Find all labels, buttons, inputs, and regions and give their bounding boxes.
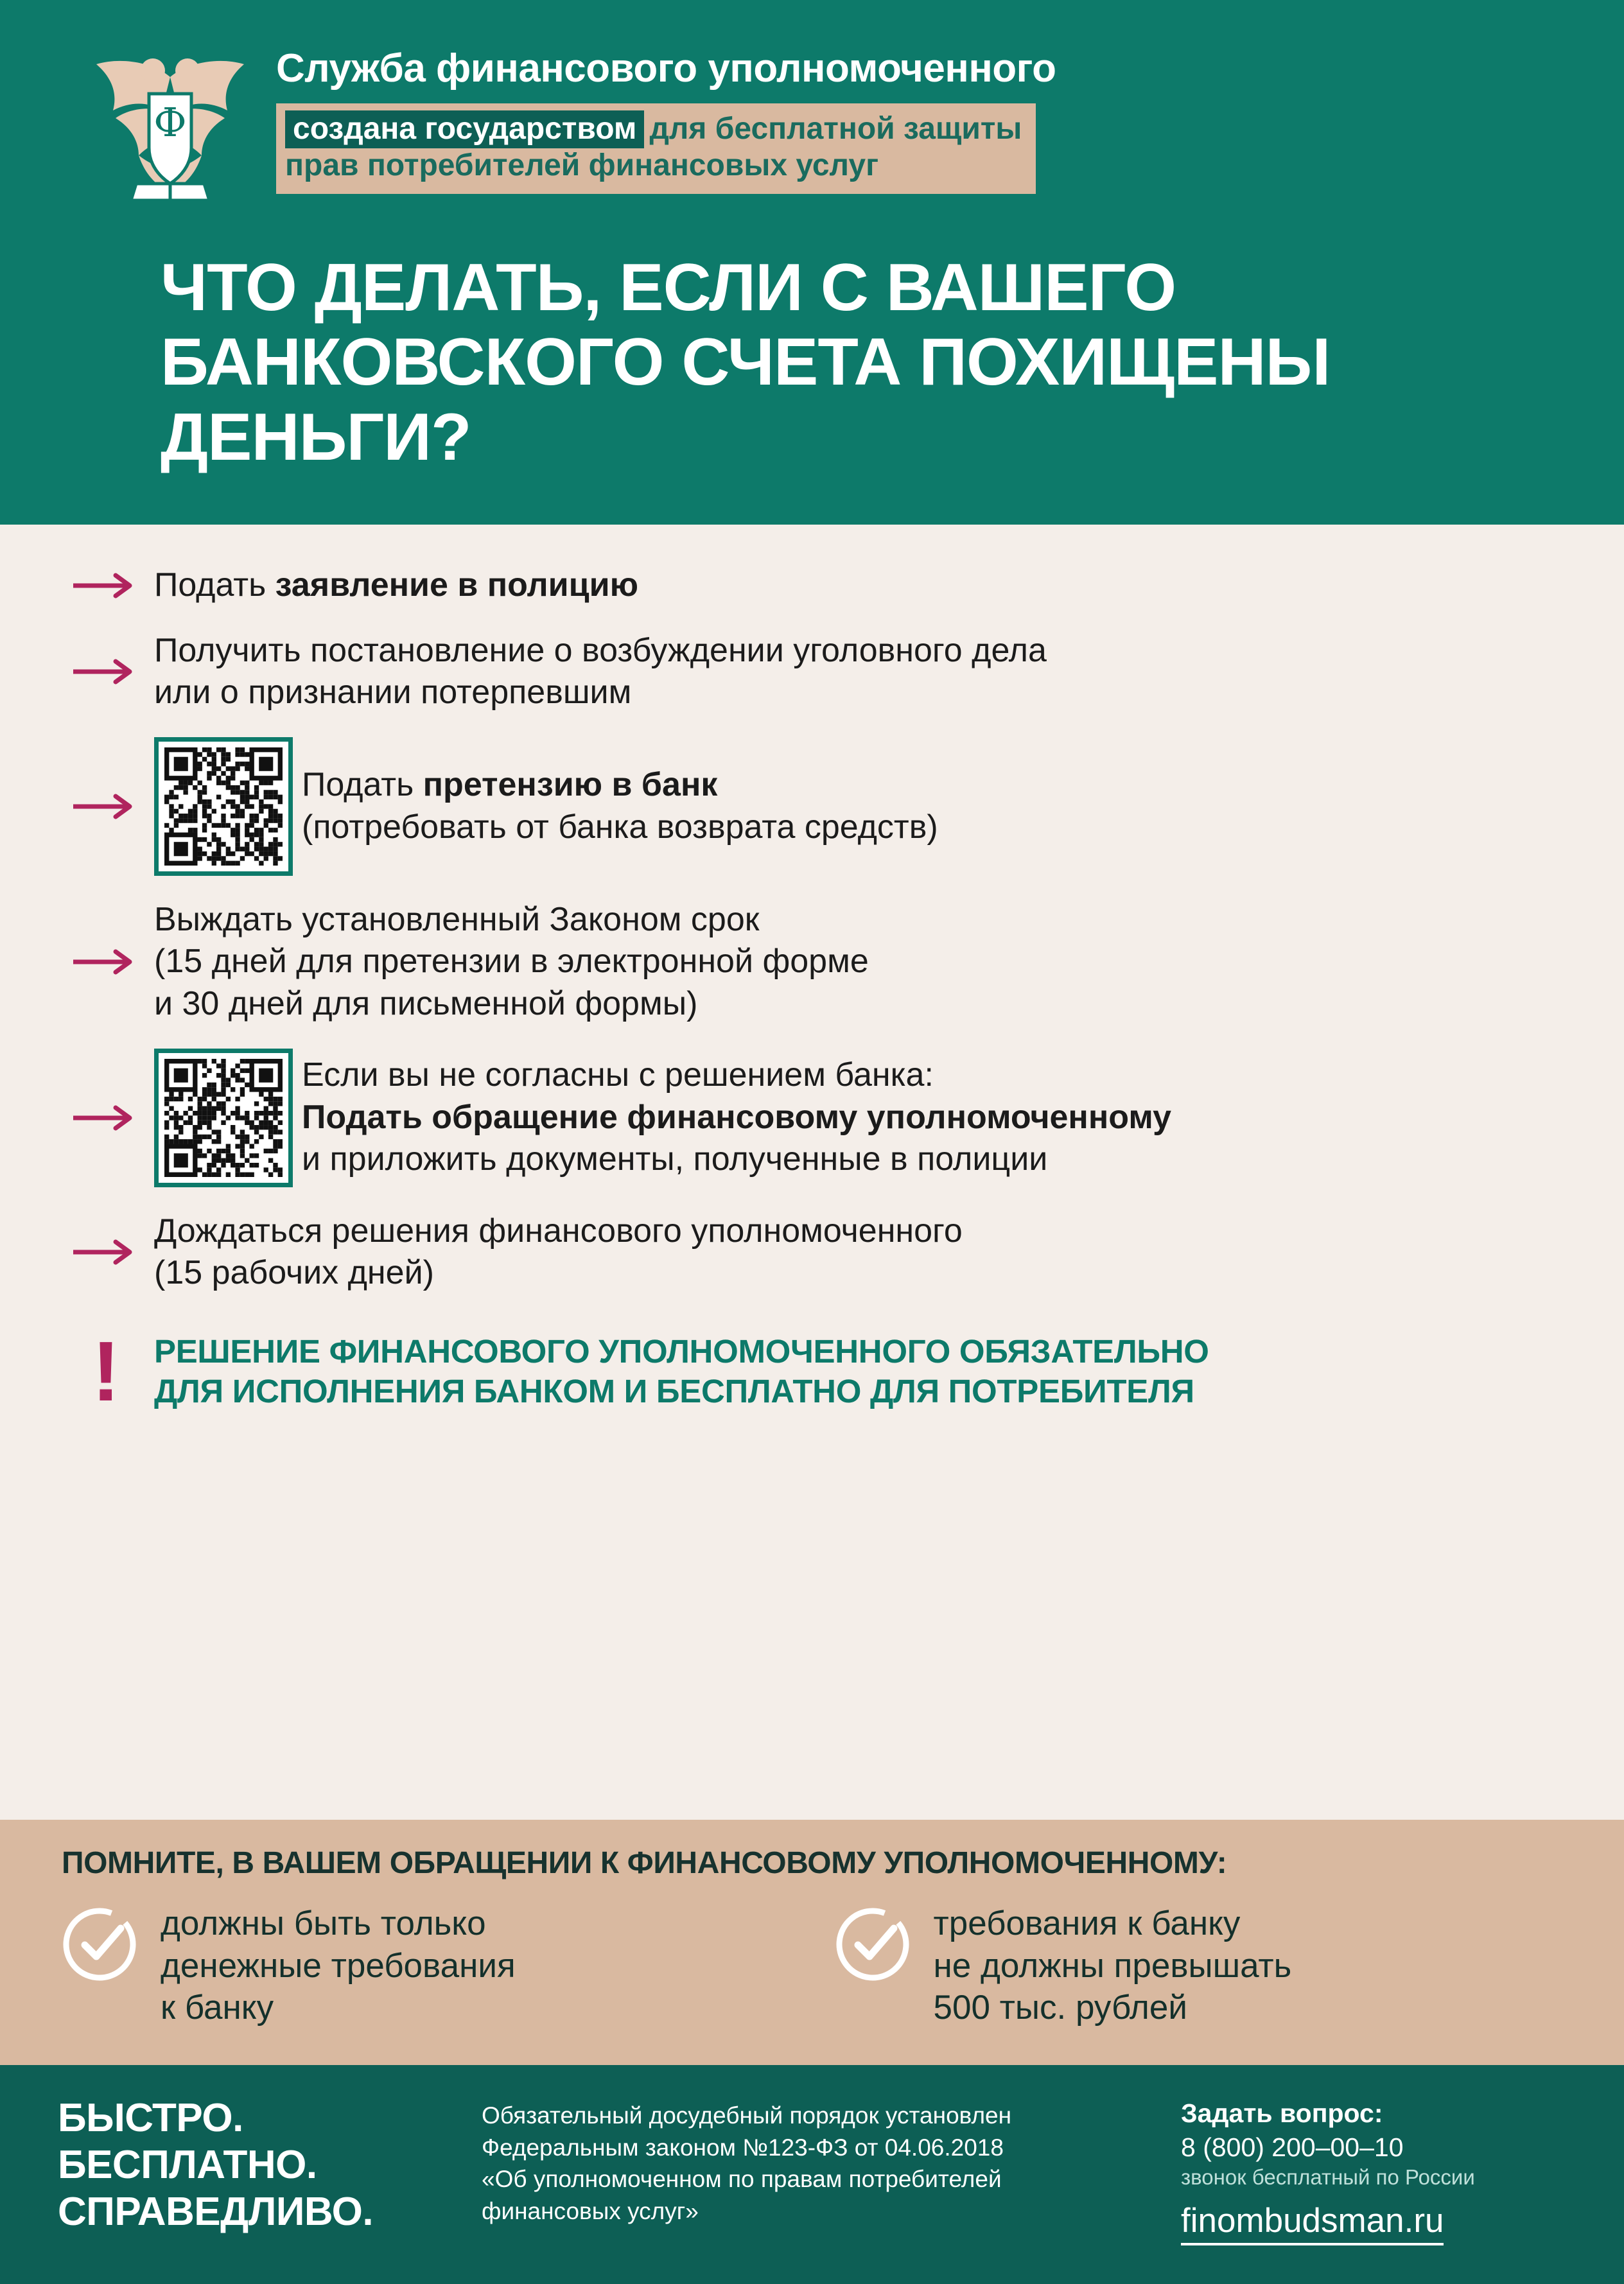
law-line: Федеральным законом №123-ФЗ от 04.06.2018 [482,2134,1004,2161]
qr-code-box[interactable] [154,1049,293,1187]
remember-item [62,1903,790,2029]
step-item [58,887,1566,1037]
step-line [302,806,1566,849]
brand-title: Служба финансового уполномоченного [276,46,1056,91]
step-line [154,630,1566,672]
step-line [154,564,1566,607]
double-headed-eagle-emblem [71,48,270,212]
step-item [58,726,1566,887]
remember-line: должны быть только [161,1904,486,1942]
step-plain: Подать [302,766,423,804]
step-line [302,1054,1566,1097]
step-item [58,1037,1566,1199]
step-plain: Если вы не согласны с решением банка: [302,1056,934,1094]
step-text [302,1054,1566,1181]
slogan-line: СПРАВЕДЛИВО. [58,2190,374,2235]
remember-line: требования к банку [933,1904,1241,1942]
step-plain: (15 рабочих дней) [154,1254,434,1292]
step-plain: Дождаться решения финансового уполномоченного [154,1212,963,1250]
brand-subtitle-highlight: создана государством [285,110,644,148]
check-circle-icon [835,1903,912,1982]
law-line: финансовых услуг» [482,2197,699,2224]
attention-text [154,1332,1566,1411]
remember-item-text [161,1903,516,2029]
step-line [154,1210,1566,1253]
brand-subtitle-rest: для бесплатной защиты [649,112,1022,146]
arrow-right-icon [58,946,154,977]
arrow-right-icon [58,1103,154,1133]
step-item [58,618,1566,726]
qr-code[interactable] [154,1049,302,1187]
arrow-right-icon [58,791,154,822]
law-line: Обязательный досудебный порядок установлен [482,2102,1012,2129]
step-line [302,764,1566,806]
step-line [154,1252,1566,1295]
slogan [58,2095,482,2235]
brand-row [0,48,1624,212]
slogan-line: БЕСПЛАТНО. [58,2143,317,2188]
step-line [154,672,1566,714]
step-item [58,1199,1566,1306]
arrow-right-icon [58,570,154,601]
slogan-line: БЫСТРО. [58,2096,243,2140]
remember-item-text [934,1903,1292,2029]
remember-section [0,1820,1624,2065]
check-circle-icon [62,1903,139,1982]
brand-subtitle [276,103,1036,194]
page-title: ЧТО ДЕЛАТЬ, ЕСЛИ С ВАШЕГО БАНКОВСКОГО СЧЕТА ПОХИЩЕНЫ ДЕНЬГИ? [161,250,1331,475]
step-text [154,630,1566,714]
attention-block [58,1306,1566,1447]
step-emphasis: заявление в полицию [275,566,638,604]
attention-line-2: ДЛЯ ИСПОЛНЕНИЯ БАНКОМ И БЕСПЛАТНО ДЛЯ ПОТРЕБИТЕЛЯ [154,1372,1194,1409]
svg-text:Ф: Ф [153,99,187,146]
step-line [302,1138,1566,1181]
step-text [154,899,1566,1025]
steps-list [0,525,1624,1819]
step-emphasis: Подать обращение финансовому уполномоченному [302,1098,1172,1136]
step-plain: или о признании потерпевшим [154,674,632,711]
attention-line-1: РЕШЕНИЕ ФИНАНСОВОГО УПОЛНОМОЧЕННОГО ОБЯЗАТЕЛЬНО [154,1332,1209,1370]
remember-line: денежные требования [161,1946,516,1985]
step-plain: и 30 дней для письменной формы) [154,984,698,1022]
qr-code-box[interactable] [154,737,293,876]
brand-text [270,48,1557,194]
step-text [154,1210,1566,1295]
step-line [154,899,1566,941]
remember-item [835,1903,1563,2029]
step-plain: и приложить документы, полученные в полиции [302,1140,1048,1178]
step-line [154,941,1566,983]
footer [0,2065,1624,2284]
free-call-note: звонок бесплатный по России [1181,2165,1475,2189]
page-title-wrap [0,212,1624,525]
step-item [58,553,1566,618]
remember-title: ПОМНИТЕ, В ВАШЕМ ОБРАЩЕНИИ К ФИНАНСОВОМУ УПОЛНОМОЧЕННОМУ: [62,1845,1227,1880]
step-emphasis: претензию в банк [423,766,718,804]
law-line: «Об уполномоченном по правам потребителей [482,2166,1002,2193]
remember-line: 500 тыс. рублей [933,1989,1187,2027]
step-line [302,1097,1566,1139]
step-line [154,983,1566,1025]
law-note [482,2095,1142,2227]
contact-block [1142,2095,1566,2245]
exclamation-icon: ! [92,1323,120,1418]
step-plain: Выждать установленный Законом срок [154,900,760,938]
step-text [154,564,1566,607]
arrow-right-icon [58,1237,154,1268]
arrow-right-icon [58,656,154,687]
step-plain: Получить постановление о возбуждении уголовного дела [154,631,1047,669]
header [0,0,1624,525]
ask-question-label: Задать вопрос: [1181,2098,1383,2128]
step-plain: Подать [154,566,275,604]
step-plain: (потребовать от банка возврата средств) [302,808,938,846]
website-link[interactable]: finombudsman.ru [1181,2201,1444,2245]
remember-columns [62,1903,1562,2029]
step-text [302,764,1566,848]
remember-line: не должны превышать [933,1946,1292,1985]
remember-line: к банку [161,1989,274,2027]
brand-subtitle-line2: прав потребителей финансовых услуг [285,148,879,182]
phone-number[interactable]: 8 (800) 200–00–10 [1181,2132,1404,2162]
step-plain: (15 дней для претензии в электронной форме [154,943,869,981]
qr-code[interactable] [154,737,302,876]
